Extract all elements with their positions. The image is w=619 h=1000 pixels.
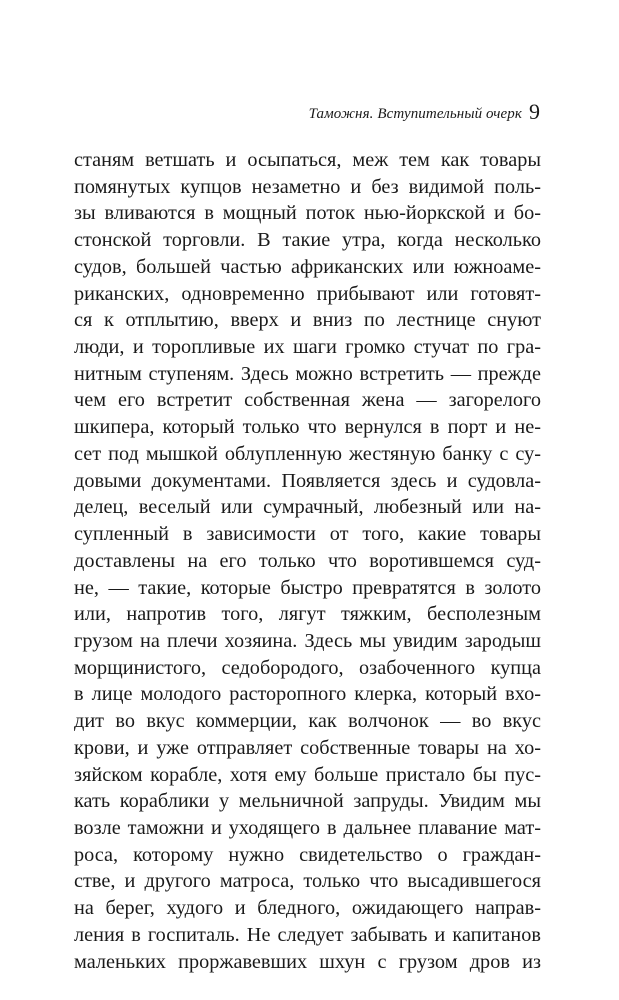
- text-line: морщинистого, седобородого, озабоченного купца: [74, 656, 541, 679]
- text-line: в лице молодого расторопного клерка, который вхо-: [74, 683, 541, 706]
- text-line: зы вливаются в мощный поток нью-йоркской и бо-: [74, 202, 541, 225]
- text-line: делец, веселый или сумрачный, любезный или на-: [74, 496, 541, 519]
- text-line: возле таможни и уходящего в дальнее плавание мат-: [74, 816, 541, 839]
- text-line: помянутых купцов незаметно и без видимой поль-: [74, 175, 541, 198]
- body-text: [74, 147, 541, 975]
- text-line: довыми документами. Появляется здесь и судовла-: [74, 469, 541, 492]
- text-line: грузом на плечи хозяина. Здесь мы увидим зародыш: [74, 629, 541, 652]
- text-line: риканских, одновременно прибывают или готовят-: [74, 282, 541, 305]
- text-line: на берег, худого и бледного, ожидающего направ-: [74, 897, 541, 920]
- text-line: зяйском корабле, хотя ему больше пристало бы пус-: [74, 763, 541, 786]
- running-title: Таможня. Вступительный очерк: [308, 106, 522, 122]
- text-line: маленьких проржавевших шхун с грузом дров из: [74, 950, 541, 973]
- text-line: нитным ступеням. Здесь можно встретить — прежде: [74, 362, 541, 385]
- running-head: [0, 98, 540, 124]
- text-line: супленный в зависимости от того, какие товары: [74, 523, 541, 546]
- text-line: стонской торговли. В такие утра, когда несколько: [74, 229, 541, 252]
- text-line: или, напротив того, лягут тяжким, бесполезным: [74, 603, 541, 626]
- text-line: шкипера, который только что вернулся в порт и не-: [74, 416, 541, 439]
- text-line: станям ветшать и осыпаться, меж тем как товары: [74, 149, 541, 171]
- text-line: ления в госпиталь. Не следует забывать и капитанов: [74, 923, 541, 946]
- text-line: стве, и другого матроса, только что высадившегося: [74, 870, 541, 893]
- text-line: люди, и торопливые их шаги громко стучат по гра-: [74, 336, 541, 359]
- text-line: не, — такие, которые быстро превратятся в золото: [74, 576, 541, 599]
- page-number: 9: [529, 99, 540, 124]
- text-line: судов, большей частью африканских или южноаме-: [74, 255, 541, 278]
- text-line: крови, и уже отправляет собственные товары на хо-: [74, 736, 541, 759]
- text-line: доставлены на его только что воротившемся суд-: [74, 549, 541, 572]
- text-line: кать кораблики у мельничной запруды. Увидим мы: [74, 790, 541, 813]
- text-line: чем его встретит собственная жена — загорелого: [74, 389, 541, 412]
- text-line: дит во вкус коммерции, как волчонок — во вкус: [74, 710, 541, 733]
- text-line: сет под мышкой облупленную жестяную банку с су-: [74, 442, 541, 465]
- text-line: роса, которому нужно свидетельство о граждан-: [74, 843, 541, 866]
- text-line: ся к отплытию, вверх и вниз по лестнице снуют: [74, 309, 541, 332]
